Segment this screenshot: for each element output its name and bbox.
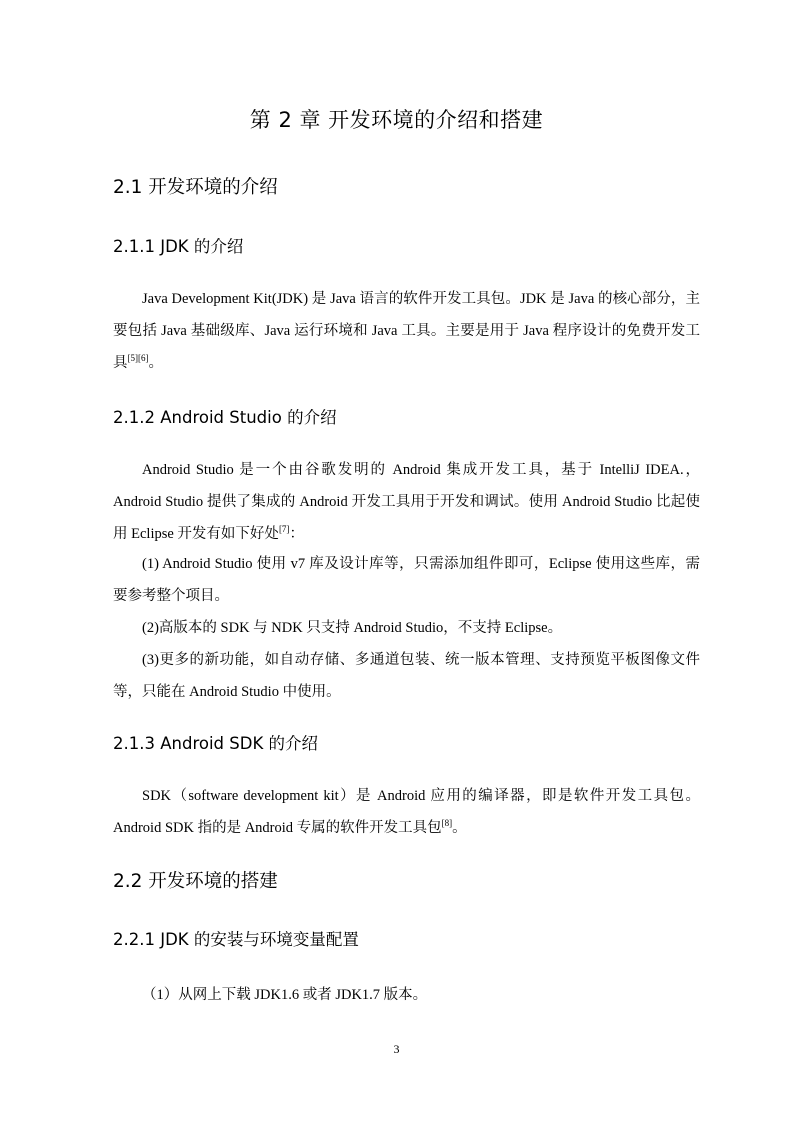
- paragraph-advantage-1: (1) Android Studio 使用 v7 库及设计库等，只需添加组件即可，Eclipse 使用这些库，需要参考整个项目。: [113, 556, 700, 604]
- citation: [5][6]: [127, 353, 149, 364]
- paragraph-advantage-2: (2)高版本的 SDK 与 NDK 只支持 Android Studio，不支持 Eclipse。: [142, 620, 563, 636]
- paragraph-jdk-intro: [113, 283, 700, 379]
- section-title-2-1-3: 2.1.3 Android SDK 的介绍: [113, 734, 319, 753]
- paragraph-text: SDK（software development kit）是 Android 应用的编译器，即是软件开发工具包。Android SDK 指的是 Android 专属的软件开发工具包: [113, 788, 700, 836]
- citation: [8]: [441, 818, 453, 829]
- section-title-2-2-1: 2.2.1 JDK 的安装与环境变量配置: [113, 930, 359, 949]
- section-title-2-1-1: 2.1.1 JDK 的介绍: [113, 237, 244, 256]
- section-title-2-1-2: 2.1.2 Android Studio 的介绍: [113, 408, 337, 427]
- paragraph-advantage-3: (3)更多的新功能，如自动存储、多通道包装、统一版本管理、支持预览平板图像文件等，只能在 Android Studio 中使用。: [113, 652, 700, 700]
- section-title-2-2: 2.2 开发环境的搭建: [113, 871, 278, 892]
- paragraph-text: Android Studio 是一个由谷歌发明的 Android 集成开发工具，基于 IntelliJ IDEA.，Android Studio 提供了集成的 Android 开发工具用于开发和调试。使用 Android Studio 比起使用 Eclipse 开发有如下好处: [113, 462, 700, 542]
- paragraph-sdk-intro: [113, 780, 700, 844]
- paragraph-android-studio-intro: [113, 454, 700, 550]
- paragraph-jdk-download-step: （1）从网上下载 JDK1.6 或者 JDK1.7 版本。: [142, 987, 428, 1003]
- section-title-2-1: 2.1 开发环境的介绍: [113, 177, 278, 198]
- paragraph-text: Java Development Kit(JDK) 是 Java 语言的软件开发工具包。JDK 是 Java 的核心部分，主要包括 Java 基础级库、Java 运行环境和 Java 工具。主要是用于 Java 程序设计的免费开发工具: [113, 291, 700, 371]
- paragraph-end: 。: [148, 355, 163, 371]
- citation: [7]: [278, 524, 290, 535]
- page-number: 3: [393, 1042, 400, 1056]
- paragraph-end: 。: [452, 820, 467, 836]
- paragraph-end: ：: [289, 526, 304, 542]
- chapter-title: 第 2 章 开发环境的介绍和搭建: [249, 108, 544, 132]
